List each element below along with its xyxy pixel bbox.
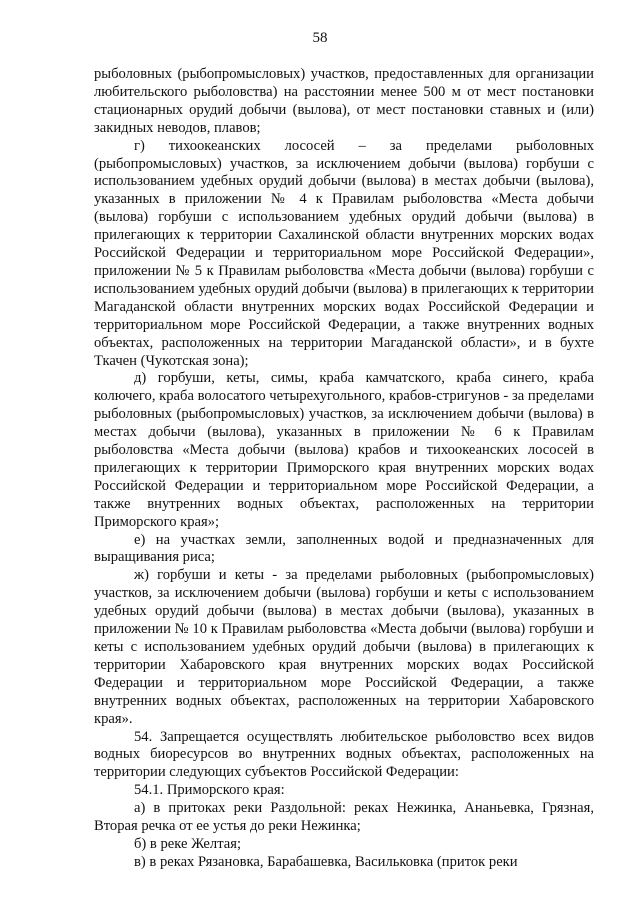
paragraph: д) горбуши, кеты, симы, краба камчатского, краба синего, краба колючего, краба волосатого четырехугольного, крабов-стригунов - за пределами рыболовных (рыбопромысловых) участков, за исключением добычи (вылова) в местах добычи (вылова), указанных в приложении № 6 к Правилам рыболовства «Места добычи (вылова) крабов и тихоокеанских лососей в прилегающих к территории Приморского края внутренних морских водах Российской Федерации и территориальном море Российской Федерации, а также внутренних водных объектах, расположенных на территории Приморского края»; [94,370,594,530]
page-number: 58 [312,30,328,46]
paragraph: а) в притоках реки Раздольной: реках Нежинка, Ананьевка, Грязная, Вторая речка от ее устья до реки Нежинка; [94,800,594,835]
paragraph: 54.1. Приморского края: [134,782,285,799]
paragraph: г) тихоокеанских лососей – за пределами рыболовных (рыбопромысловых) участков, за исключением добычи (вылова) горбуши с использованием удебных орудий добычи (вылова) в местах добычи (вылова), указанных в приложении № 4 к Правилам рыболовства «Места добычи (вылова) горбуши с использованием удебных орудий добычи (вылова) в прилегающих к территории Сахалинской области внутренних морских водах Российской Федерации и территориальном море Российской Федерации», приложении № 5 к Правилам рыболовства «Места добычи (вылова) горбуши с использованием удебных орудий добычи (вылова) в прилегающих к территории Магаданской области внутренних морских водах Российской Федерации и территориальном море Российской Федерации, а также внутренних водных объектах, расположенных на территории Магаданской области», и в бухте Ткачен (Чукотская зона); [94,137,594,369]
paragraph: ж) горбуши и кеты - за пределами рыболовных (рыбопромысловых) участков, за исключением добычи (вылова) горбуши и кеты с использованием удебных орудий добычи (вылова) в местах добычи (вылова), указанных в приложении № 10 к Правилам рыболовства «Места добычи (вылова) горбуши и кеты с использованием удебных орудий добычи (вылова) в прилегающих к территории Хабаровского края внутренних морских водах Российской Федерации и территориальном море Российской Федерации, а также внутренних водных объектах, расположенных на территории Хабаровского края». [94,567,594,727]
paragraph: б) в реке Желтая; [134,835,241,852]
paragraph: в) в реках Рязановка, Барабашевка, Васильковка (приток реки [134,853,518,870]
document-body [94,66,594,872]
paragraph: рыболовных (рыбопромысловых) участков, предоставленных для организации любительского рыболовства) на расстоянии менее 500 м от мест постановки стационарных орудий добычи (вылова), от мест постановки ставных и (или) закидных неводов, плавов; [94,66,594,136]
paragraph: е) на участках земли, заполненных водой и предназначенных для выращивания риса; [94,531,594,566]
paragraph: 54. Запрещается осуществлять любительское рыболовство всех видов водных биоресурсов во внутренних водных объектах, расположенных на территории следующих субъектов Российской Федерации: [94,728,594,781]
